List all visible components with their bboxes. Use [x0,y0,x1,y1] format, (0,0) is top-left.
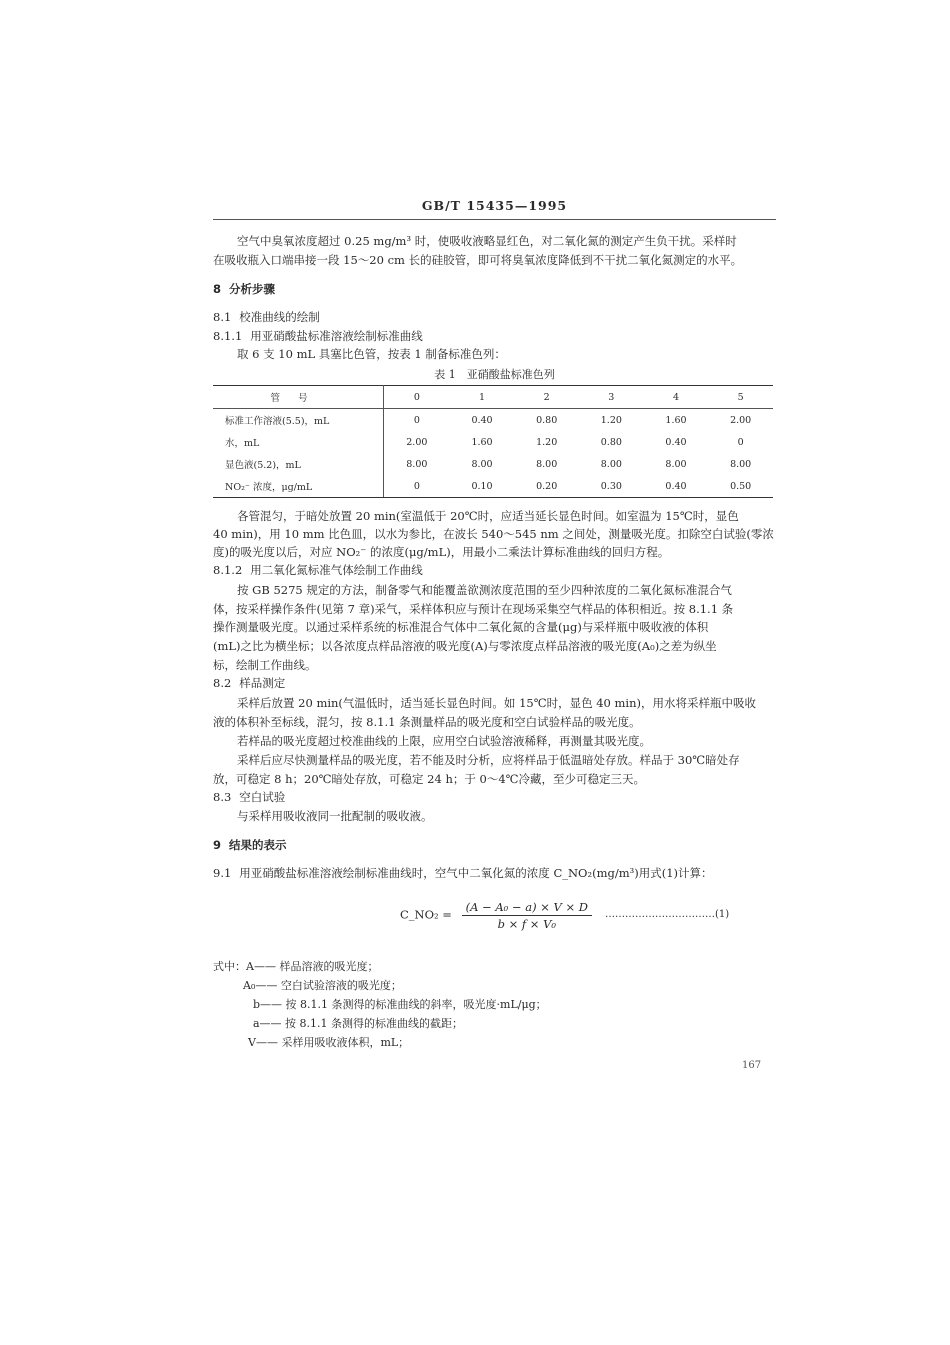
table-row [213,431,773,453]
section-number: 8.1.2 [213,563,243,577]
section-8-2-p1-line-1: 采样后放置 20 min(气温低时，适当延长显色时间。如 15℃时，显色 40 min)，用水将采样瓶中吸收 [237,696,756,710]
section-title: 空白试验 [239,790,286,804]
section-9-1 [213,865,713,881]
para-after-table-line-3: 度)的吸光度以后，对应 NO₂⁻ 的浓度(μg/mL)，用最小二乘法计算标准曲线的回归方程。 [213,545,670,559]
formula-fraction [462,900,592,931]
row-label: 水，mL [213,431,384,453]
table-row [213,475,773,498]
table-cell: 2.00 [730,414,752,426]
section-number: 9 [213,838,222,852]
column-header: 3 [579,386,644,409]
where-item: A₀—— 空白试验溶液的吸光度； [243,979,402,992]
formula-lhs: C_NO₂ = [400,907,452,922]
section-text: 用亚硝酸盐标准溶液绘制标准曲线时，空气中二氧化氮的浓度 C_NO₂(mg/m³)用式(1)计算： [239,866,713,880]
table-cell: 0.30 [579,475,644,498]
section-8-2-p3-line-1: 采样后应尽快测量样品的吸光度，若不能及时分析，应将样品于低温暗处存放。样品于 30℃暗处存 [237,753,740,767]
column-header: 1 [450,386,515,409]
section-8-1-2-line-4: (mL)之比为横坐标；以各浓度点样品溶液的吸光度(A)与零浓度点样品溶液的吸光度(A₀)之差为纵坐 [213,639,717,653]
section-8-3-para: 与采样用吸收液同一批配制的吸收液。 [237,809,433,823]
table-cell: 0.80 [536,414,558,426]
table-header-row [213,386,773,409]
section-8-3-heading [213,789,285,805]
formula-numerator: (A − A₀ − a) × V × D [462,900,592,916]
section-8-1-2-line-2: 体，按采样操作条件(见第 7 章)采气，采样体积应与预计在现场采集空气样品的体积相近。按 8.1.1 条 [213,602,734,616]
section-9-heading [213,837,287,853]
intro-line-1: 空气中臭氧浓度超过 0.25 mg/m³ 时，使吸收液略显红色，对二氧化氮的测定产生负干扰。采样时 [237,234,737,248]
where-item: A—— 样品溶液的吸光度； [246,960,379,973]
table-cell: 0.50 [708,475,773,498]
table-cell: 0 [737,436,744,448]
section-title: 样品测定 [239,676,286,690]
row-label: 显色液(5.2)，mL [213,453,384,475]
table-cell: 8.00 [406,458,428,470]
table-cell: 0.40 [471,414,493,426]
section-8-1-1-para: 取 6 支 10 mL 具塞比色管，按表 1 制备标准色列： [237,347,506,361]
page-number: 167 [742,1060,762,1071]
section-8-1-1-heading [213,328,423,344]
where-item: V—— 采样用吸收液体积，mL； [248,1036,410,1049]
section-8-2-heading [213,675,285,691]
header-label: 管号 [213,386,384,409]
table-cell: 0.40 [665,436,687,448]
table-row [213,453,773,475]
section-title: 用二氧化氮标准气体绘制工作曲线 [250,563,423,577]
section-title: 结果的表示 [229,838,287,852]
column-header: 0 [384,386,450,409]
table-cell: 1.60 [471,436,493,448]
table-cell: 8.00 [600,458,622,470]
section-number: 8.2 [213,676,232,690]
section-number: 8.3 [213,790,232,804]
table-cell: 1.60 [665,414,687,426]
section-8-1-heading [213,309,320,325]
section-8-2-p3-line-2: 放，可稳定 8 h；20℃暗处存放，可稳定 24 h；于 0～4℃冷藏，至少可稳定三天。 [213,772,646,786]
row-label: 标准工作溶液(5.5)，mL [213,409,384,432]
standard-header: GB/T 15435—1995 [421,198,568,213]
where-item: a—— 按 8.1.1 条测得的标准曲线的截距； [253,1017,464,1030]
row-label: NO₂⁻ 浓度，μg/mL [213,475,384,498]
table-cell: 0 [384,475,450,498]
column-header: 5 [708,386,773,409]
table-cell: 0.40 [644,475,709,498]
table-cell: 0.10 [450,475,515,498]
where-item: b—— 按 8.1.1 条测得的标准曲线的斜率，吸光度·mL/μg； [253,998,547,1011]
section-title: 校准曲线的绘制 [239,310,320,324]
intro-line-2: 在吸收瓶入口端串接一段 15～20 cm 长的硅胶管，即可将臭氧浓度降低到不干扰二氧化氮测定的水平。 [213,253,743,267]
formula-label: ……………………………(1) [605,909,730,920]
section-number: 9.1 [213,866,232,880]
section-title: 用亚硝酸盐标准溶液绘制标准曲线 [250,329,423,343]
table-cell: 1.20 [600,414,622,426]
section-8-1-2-line-1: 按 GB 5275 规定的方法，制备零气和能覆盖欲测浓度范围的至少四种浓度的二氧化氮标准混合气 [237,583,732,597]
section-title: 分析步骤 [229,282,276,296]
formula-denominator: b × f × V₀ [497,917,557,931]
where-intro: 式中： [213,960,246,973]
table-1 [213,385,773,498]
section-8-2-p1-line-2: 液的体积补至标线，混匀，按 8.1.1 条测量样品的吸光度和空白试验样品的吸光度。 [213,715,641,729]
section-number: 8 [213,282,222,296]
table-cell: 0 [413,414,420,426]
table-cell: 8.00 [471,458,493,470]
table-row [213,409,773,432]
table-cell: 2.00 [406,436,428,448]
section-number: 8.1.1 [213,329,243,343]
table-cell: 8.00 [730,458,752,470]
table-cell: 8.00 [536,458,558,470]
table-cell: 0.80 [600,436,622,448]
table-cell: 8.00 [665,458,687,470]
section-number: 8.1 [213,310,232,324]
para-after-table-line-1: 各管混匀，于暗处放置 20 min(室温低于 20℃时，应适当延长显色时间。如室温为 15℃时，显色 [237,509,739,523]
table-1-caption: 表 1 亚硝酸盐标准色列 [434,368,555,381]
section-8-1-2-heading [213,562,423,578]
para-after-table-line-2: 40 min)，用 10 mm 比色皿，以水为参比，在波长 540～545 nm 之间处，测量吸光度。扣除空白试验(零浓 [213,527,774,541]
header-rule [213,219,776,220]
where-line-1 [213,958,378,974]
section-8-1-2-line-3: 操作测量吸光度。以通过采样系统的标准混合气体中二氧化氮的含量(μg)与采样瓶中吸收液的体积 [213,620,709,634]
table-cell: 1.20 [536,436,558,448]
section-8-heading [213,281,275,297]
formula-1 [400,900,592,931]
table-cell: 0.20 [514,475,579,498]
section-8-2-p2: 若样品的吸光度超过校准曲线的上限，应用空白试验溶液稀释，再测量其吸光度。 [237,734,651,748]
column-header: 4 [644,386,709,409]
column-header: 2 [514,386,579,409]
section-8-1-2-line-5: 标，绘制工作曲线。 [213,658,317,672]
